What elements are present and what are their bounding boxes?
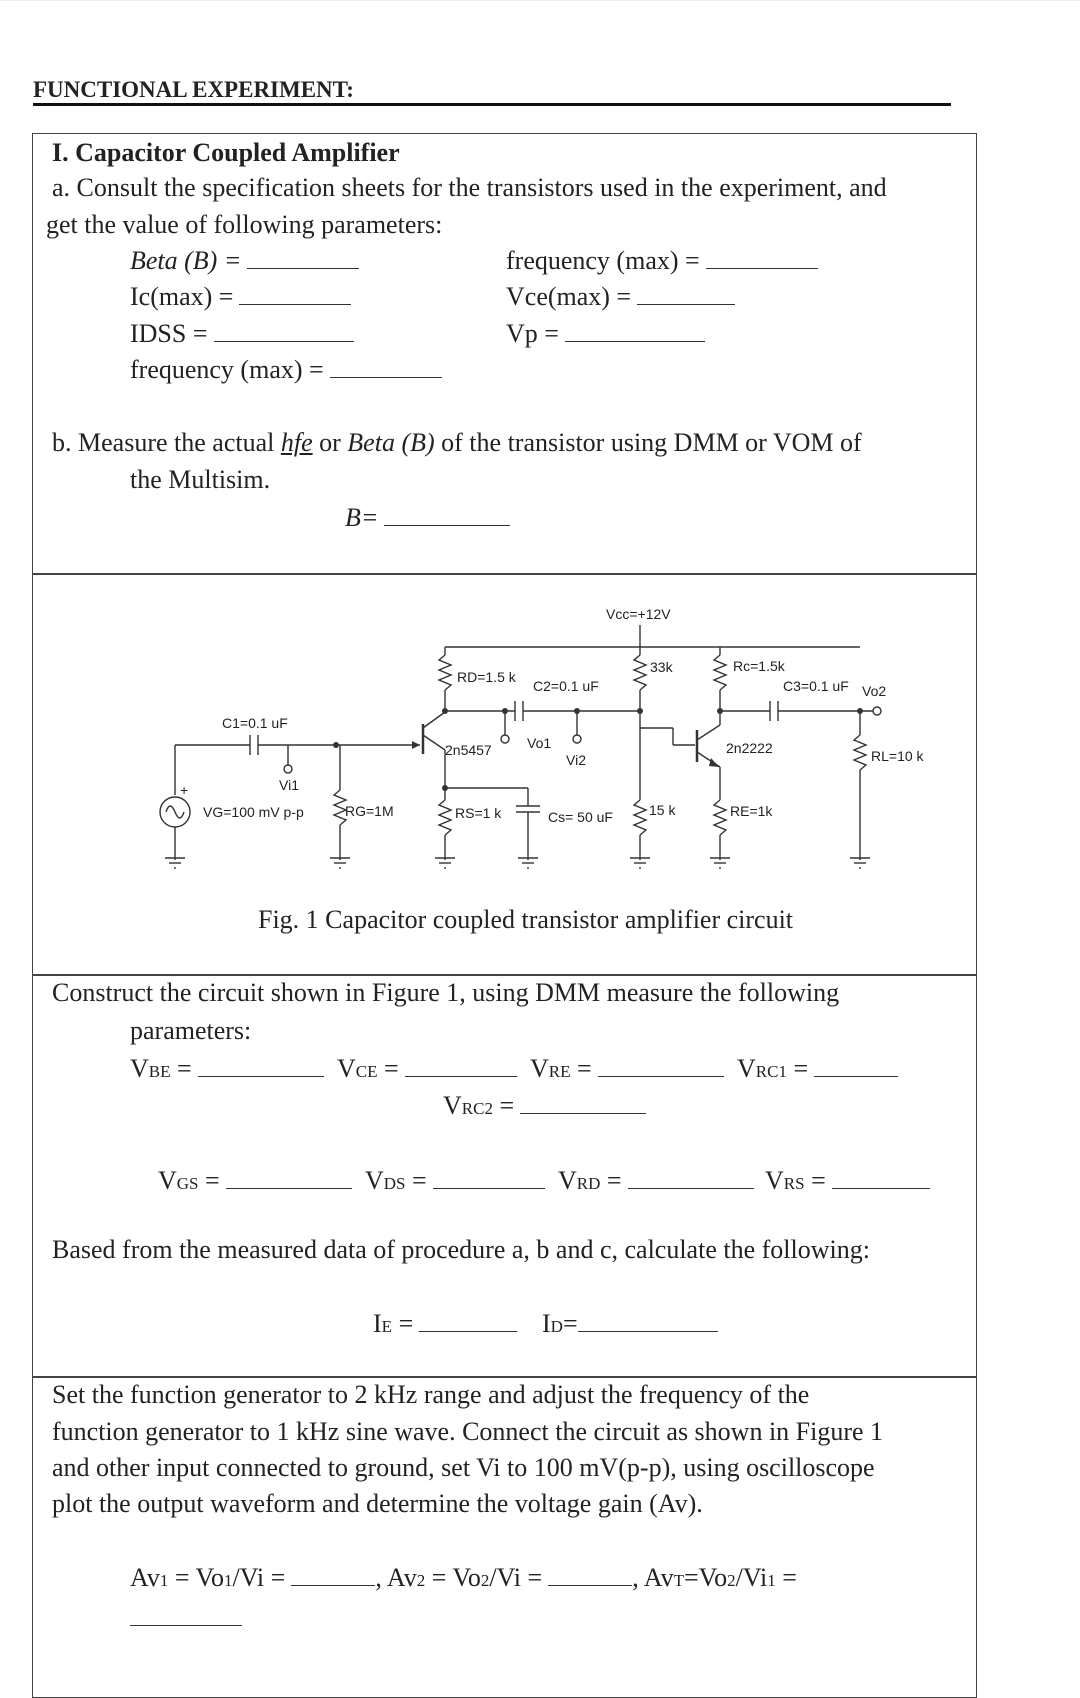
label-vg: VG=100 mV p-p: [203, 804, 304, 820]
label-rs: RS=1 k: [455, 805, 502, 821]
label-rg: RG=1M: [345, 803, 394, 819]
label-c1: C1=0.1 uF: [222, 715, 288, 731]
label-plus: +: [180, 782, 189, 798]
field-vbe: VBE =: [130, 1056, 324, 1082]
label-vo2: Vo2: [862, 683, 887, 699]
label-c3: C3=0.1 uF: [783, 678, 849, 694]
field-id: ID=: [542, 1311, 718, 1337]
param-frequency-max-left: frequency (max) =: [130, 357, 442, 383]
field-vrc2: VRC2 =: [443, 1093, 646, 1119]
rc-resistor: [714, 655, 726, 690]
field-vre: VRE =: [530, 1056, 724, 1082]
section-title: I. Capacitor Coupled Amplifier: [52, 138, 400, 167]
label-bjt: 2n2222: [726, 740, 773, 756]
field-vce: VCE =: [337, 1056, 517, 1082]
r15k-resistor: [634, 800, 646, 835]
param-beta: Beta (B) =: [130, 248, 359, 274]
page-heading: FUNCTIONAL EXPERIMENT:: [33, 77, 354, 102]
label-15k: 15 k: [649, 802, 676, 818]
label-vi2: Vi2: [566, 752, 586, 768]
construct-line2: parameters:: [130, 1016, 252, 1045]
label-vi1: Vi1: [279, 777, 299, 793]
figure-caption: Fig. 1 Capacitor coupled transistor amplifier circuit: [258, 905, 794, 934]
jfet-gate-arrow: [412, 741, 420, 749]
measured-beta: B=: [345, 505, 510, 531]
gain-line1: Set the function generator to 2 kHz range and adjust the frequency of the: [52, 1380, 810, 1409]
instruction-a-line2: get the value of following parameters:: [46, 210, 443, 239]
label-c2: C2=0.1 uF: [533, 678, 599, 694]
param-vp: Vp =: [506, 321, 705, 347]
label-jfet: 2n5457: [445, 742, 492, 758]
bjt-emitter-arrow: [709, 758, 719, 767]
label-33k: 33k: [650, 659, 673, 675]
junction-dots: [333, 708, 863, 791]
label-vcc: Vcc=+12V: [606, 606, 671, 622]
instruction-a-line1: a. Consult the specification sheets for the transistors used in the experiment, and: [52, 173, 887, 202]
avt-answer-blank: [130, 1625, 242, 1626]
construct-line1: Construct the circuit shown in Figure 1, using DMM measure the following: [52, 978, 840, 1007]
rd-resistor: [439, 655, 451, 690]
field-ie: IE =: [373, 1311, 517, 1337]
field-vds: VDS =: [365, 1168, 545, 1194]
label-vo1: Vo1: [527, 735, 552, 751]
label-rc: Rc=1.5k: [733, 658, 785, 674]
gain-line4: plot the output waveform and determine the voltage gain (Av).: [52, 1489, 703, 1518]
field-vrd: VRD =: [558, 1168, 754, 1194]
ground-symbols: [165, 858, 870, 868]
r33k-resistor: [634, 655, 646, 690]
param-vce-max: Vce(max) =: [506, 284, 735, 310]
calculate-line: Based from the measured data of procedure a, b and c, calculate the following:: [52, 1235, 870, 1264]
instruction-b-line1: b. Measure the actual hfe or Beta (B) of the transistor using DMM or VOM of: [52, 428, 862, 457]
gain-line2: function generator to 1 kHz sine wave. Connect the circuit as shown in Figure 1: [52, 1417, 884, 1446]
param-idss: IDSS =: [130, 321, 354, 347]
gain-formulas: Av1 = Vo1/Vi = , Av2 = Vo2/Vi = , AvT=Vo2/Vi1 =: [130, 1563, 797, 1592]
label-rd: RD=1.5 k: [457, 669, 516, 685]
field-vrc1: VRC1 =: [737, 1056, 898, 1082]
field-vrs: VRS =: [765, 1168, 930, 1194]
param-frequency-max-right: frequency (max) =: [506, 248, 818, 274]
rs-resistor: [439, 800, 451, 835]
label-cs: Cs= 50 uF: [548, 809, 613, 825]
label-rl: RL=10 k: [871, 748, 924, 764]
label-re: RE=1k: [730, 803, 773, 819]
rl-resistor: [854, 735, 866, 770]
instruction-b-line2: the Multisim.: [130, 465, 271, 494]
param-ic-max: Ic(max) =: [130, 284, 351, 310]
gain-line3: and other input connected to ground, set Vi to 100 mV(p-p), using oscilloscope: [52, 1453, 875, 1482]
re-resistor: [714, 800, 726, 835]
field-vgs: VGS =: [158, 1168, 352, 1194]
